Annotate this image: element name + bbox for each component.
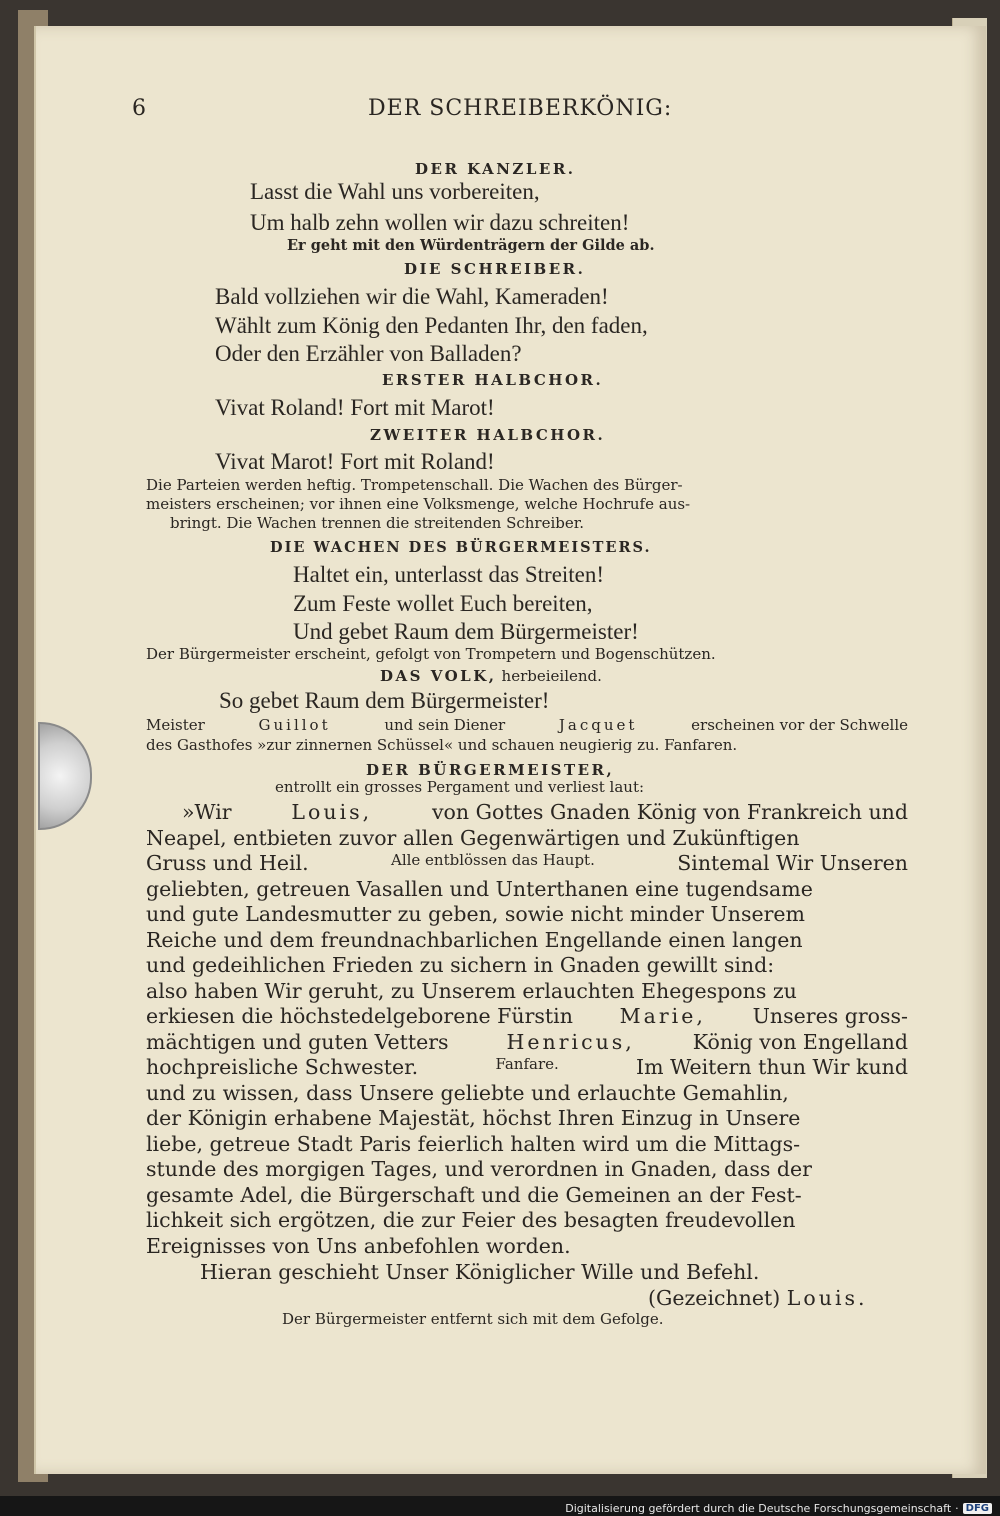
stage-direction: Der Bürgermeister erscheint, gefolgt von Trompetern und Bogenschützen. <box>146 645 716 663</box>
prose-line <box>146 981 908 1002</box>
stage-direction-text: Meister <box>146 716 205 734</box>
prose-line <box>146 1057 908 1078</box>
prose-text: und gedeihlichen Frieden zu sichern in Gnaden gewillt sind: <box>146 953 775 977</box>
stage-direction: Der Bürgermeister entfernt sich mit dem Gefolge. <box>282 1310 664 1328</box>
prose-line <box>146 1210 908 1231</box>
credit-text: Digitalisierung gefördert durch die Deutsche Forschungsgemeinschaft <box>565 1501 952 1515</box>
stage-direction <box>146 497 908 512</box>
prose-text: König von Engelland <box>692 1030 908 1054</box>
prose-text: »Wir <box>182 800 232 824</box>
signature-line <box>648 1288 868 1309</box>
verse-line: Um halb zehn wollen wir dazu schreiten! <box>250 210 630 235</box>
digitization-credit <box>565 1500 992 1516</box>
page-header <box>0 96 1000 126</box>
stage-direction-text: und sein Diener <box>384 716 506 734</box>
prose-text: Im Weitern thun Wir kund <box>636 1055 908 1079</box>
speaker-heading-line <box>380 668 602 684</box>
speaker-heading: DER KANZLER. <box>415 160 576 178</box>
prose-line <box>146 1108 908 1129</box>
stage-direction <box>146 718 908 733</box>
stage-direction-inline: Alle entblössen das Haupt. <box>390 851 595 869</box>
prose-text: geliebten, getreuen Vasallen und Unterthanen eine tugendsame <box>146 877 813 901</box>
verse-line: Vivat Marot! Fort mit Roland! <box>215 449 495 474</box>
prose-line <box>146 1134 908 1155</box>
speaker-note: entrollt ein grosses Pergament und verliest laut: <box>275 778 645 796</box>
character-name: Louis, <box>291 800 373 824</box>
prose-line <box>146 1159 908 1180</box>
prose-text: mächtigen und guten Vetters <box>146 1030 449 1054</box>
stage-direction-inline: Fanfare. <box>495 1055 559 1073</box>
prose-text: der Königin erhabene Majestät, höchst Ihren Einzug in Unsere <box>146 1106 801 1130</box>
prose-text: von Gottes Gnaden König von Frankreich und <box>431 800 908 824</box>
page-number: 6 <box>132 96 146 121</box>
stage-direction <box>146 478 908 493</box>
prose-text: liebe, getreue Stadt Paris feierlich halten wird um die Mittags- <box>146 1132 801 1156</box>
running-title: DER SCHREIBERKÖNIG: <box>368 96 673 121</box>
verse-line: Bald vollziehen wir die Wahl, Kameraden! <box>215 284 609 309</box>
speaker-heading: ZWEITER HALBCHOR. <box>370 426 606 444</box>
prose-text: Reiche und dem freundnachbarlichen Engellande einen langen <box>146 928 803 952</box>
verse-line: Vivat Roland! Fort mit Marot! <box>215 395 495 420</box>
prose-line <box>146 904 908 925</box>
prose-line <box>182 802 908 823</box>
character-name: Guillot <box>258 716 331 734</box>
speaker-heading: DER BÜRGERMEISTER, <box>366 761 615 779</box>
stage-direction-text: erscheinen vor der Schwelle <box>691 716 908 734</box>
stage-direction: Er geht mit den Würdenträgern der Gilde ab. <box>287 237 655 254</box>
verse-line: Wählt zum König den Pedanten Ihr, den faden, <box>215 313 648 338</box>
prose-line <box>146 930 908 951</box>
character-name: Henricus, <box>506 1030 635 1054</box>
prose-line: Hieran geschieht Unser Königlicher Wille und Befehl. <box>200 1260 760 1284</box>
dfg-logo: DFG <box>963 1503 992 1514</box>
prose-line <box>146 1006 908 1027</box>
prose-line <box>146 955 908 976</box>
stage-direction-text: Die Parteien werden heftig. Trompetenschall. Die Wachen des Bürger- <box>146 476 683 494</box>
prose-line <box>146 1032 908 1053</box>
prose-text: und zu wissen, dass Unsere geliebte und erlauchte Gemahlin, <box>146 1081 789 1105</box>
prose-line <box>146 1083 908 1104</box>
verse-line: So gebet Raum dem Bürgermeister! <box>219 688 550 713</box>
speaker-heading: DAS VOLK, <box>380 667 497 685</box>
prose-text: (Gezeichnet) <box>648 1286 781 1310</box>
character-name: Jacquet <box>558 716 638 734</box>
character-name: Marie, <box>619 1004 706 1028</box>
prose-text: Unseres gross- <box>752 1004 908 1028</box>
prose-line <box>146 1185 908 1206</box>
separator: · <box>955 1501 959 1515</box>
prose-text: also haben Wir geruht, zu Unserem erlauchten Ehegespons zu <box>146 979 797 1003</box>
prose-text: stunde des morgigen Tages, und verordnen in Gnaden, dass der <box>146 1157 812 1181</box>
prose-line <box>146 853 908 874</box>
speaker-heading: ERSTER HALBCHOR. <box>382 371 604 389</box>
prose-text: Sintemal Wir Unseren <box>677 851 908 875</box>
verse-line: Und gebet Raum dem Bürgermeister! <box>293 619 639 644</box>
prose-line <box>146 828 908 849</box>
prose-text: Neapel, entbieten zuvor allen Gegenwärtigen und Zukünftigen <box>146 826 800 850</box>
prose-text: gesamte Adel, die Bürgerschaft und die Gemeinen an der Fest- <box>146 1183 802 1207</box>
stage-direction: bringt. Die Wachen trennen die streitenden Schreiber. <box>170 514 585 532</box>
prose-line: Ereignisses von Uns anbefohlen worden. <box>146 1234 571 1258</box>
verse-line: Oder den Erzähler von Balladen? <box>215 341 522 366</box>
prose-text: erkiesen die höchstedelgeborene Fürstin <box>146 1004 573 1028</box>
prose-text: und gute Landesmutter zu geben, sowie nicht minder Unserem <box>146 902 805 926</box>
stage-direction: des Gasthofes »zur zinnernen Schüssel« und schauen neugierig zu. Fanfaren. <box>146 736 738 754</box>
prose-text: lichkeit sich ergötzen, die zur Feier des besagten freudevollen <box>146 1208 796 1232</box>
verse-line: Lasst die Wahl uns vorbereiten, <box>250 179 540 204</box>
stage-direction-text: meisters erscheinen; vor ihnen eine Volksmenge, welche Hochrufe aus- <box>146 495 691 513</box>
prose-line <box>146 879 908 900</box>
character-name: Louis. <box>786 1286 868 1310</box>
verse-line: Zum Feste wollet Euch bereiten, <box>293 591 593 616</box>
speaker-heading: DIE WACHEN DES BÜRGERMEISTERS. <box>270 539 652 556</box>
prose-text: Gruss und Heil. <box>146 851 309 875</box>
speaker-note: herbeieilend. <box>501 667 602 685</box>
speaker-heading: DIE SCHREIBER. <box>404 260 586 278</box>
verse-line: Haltet ein, unterlasst das Streiten! <box>293 562 605 587</box>
prose-text: hochpreisliche Schwester. <box>146 1055 419 1079</box>
